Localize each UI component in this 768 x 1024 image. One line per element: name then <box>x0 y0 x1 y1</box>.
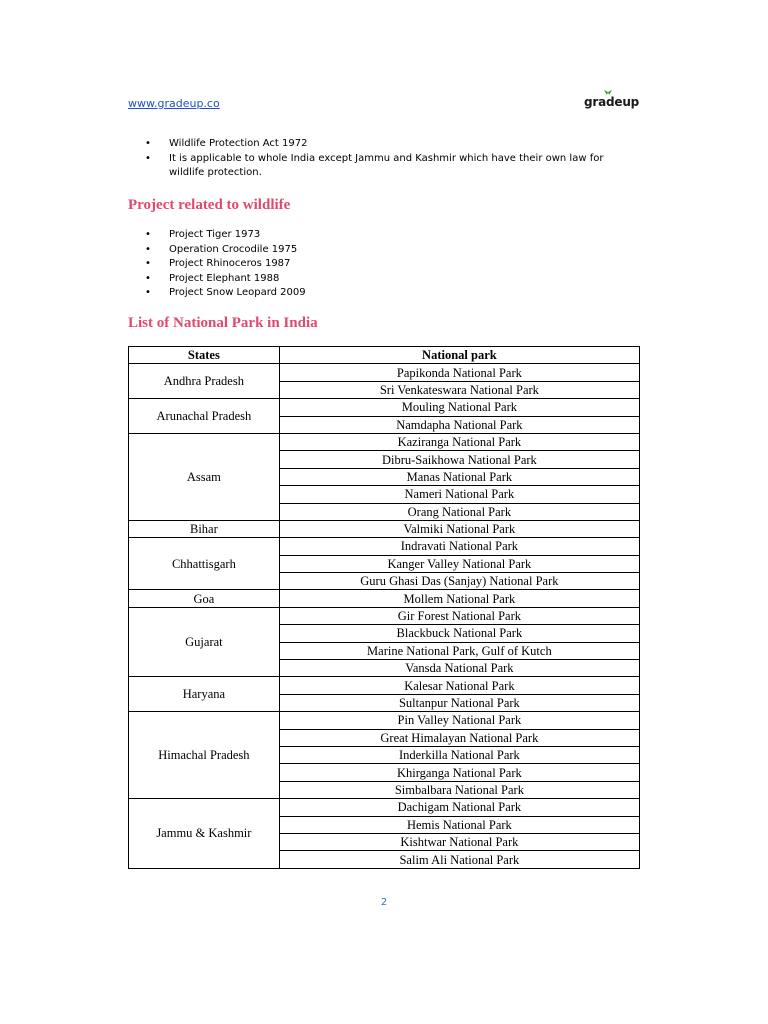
state-cell: Himachal Pradesh <box>129 712 280 799</box>
park-cell: Simbalbara National Park <box>279 781 639 798</box>
column-header-states: States <box>129 347 280 364</box>
page-number: 2 <box>380 897 388 908</box>
park-cell: Nameri National Park <box>279 486 639 503</box>
gradeup-logo <box>584 92 644 112</box>
park-cell: Papikonda National Park <box>279 364 639 381</box>
park-cell: Dibru-Saikhowa National Park <box>279 451 639 468</box>
park-cell: Manas National Park <box>279 468 639 485</box>
park-cell: Inderkilla National Park <box>279 746 639 763</box>
park-cell: Sultanpur National Park <box>279 694 639 711</box>
list-item: • Project Rhinoceros 1987 <box>145 257 445 272</box>
state-cell: Arunachal Pradesh <box>129 399 280 434</box>
list-item: • Operation Crocodile 1975 <box>145 243 445 258</box>
state-cell: Andhra Pradesh <box>129 364 280 399</box>
park-cell: Gir Forest National Park <box>279 607 639 624</box>
park-cell: Kalesar National Park <box>279 677 639 694</box>
list-item: • Project Snow Leopard 2009 <box>145 286 445 301</box>
list-item: • Wildlife Protection Act 1972 <box>145 137 625 152</box>
park-cell: Kishtwar National Park <box>279 833 639 850</box>
park-cell: Khirganga National Park <box>279 764 639 781</box>
park-cell: Orang National Park <box>279 503 639 520</box>
park-cell: Vansda National Park <box>279 660 639 677</box>
table-row <box>129 364 640 381</box>
table-row <box>129 399 640 416</box>
park-cell: Dachigam National Park <box>279 799 639 816</box>
table-body <box>129 364 640 868</box>
state-cell: Jammu & Kashmir <box>129 799 280 869</box>
park-cell: Salim Ali National Park <box>279 851 639 868</box>
park-cell: Sri Venkateswara National Park <box>279 381 639 398</box>
parks-heading: List of National Park in India <box>128 315 318 331</box>
column-header-national-park: National park <box>279 347 639 364</box>
park-cell: Kaziranga National Park <box>279 433 639 450</box>
table-row <box>129 433 640 450</box>
park-cell: Guru Ghasi Das (Sanjay) National Park <box>279 573 639 590</box>
list-item: • It is applicable to whole India except Jammu and Kashmir which have their own law for wildlife protection. <box>145 152 625 181</box>
table-row <box>129 520 640 537</box>
state-cell: Haryana <box>129 677 280 712</box>
state-cell: Bihar <box>129 520 280 537</box>
projects-heading: Project related to wildlife <box>128 197 291 213</box>
list-item: • Project Elephant 1988 <box>145 272 445 287</box>
intro-bullet-list <box>145 137 625 181</box>
state-cell: Gujarat <box>129 607 280 677</box>
park-cell: Marine National Park, Gulf of Kutch <box>279 642 639 659</box>
park-cell: Pin Valley National Park <box>279 712 639 729</box>
state-cell: Chhattisgarh <box>129 538 280 590</box>
park-cell: Great Himalayan National Park <box>279 729 639 746</box>
website-link[interactable]: www.gradeup.co <box>128 97 220 110</box>
park-cell: Namdapha National Park <box>279 416 639 433</box>
park-cell: Indravati National Park <box>279 538 639 555</box>
park-cell: Kanger Valley National Park <box>279 555 639 572</box>
table-row <box>129 607 640 624</box>
park-cell: Hemis National Park <box>279 816 639 833</box>
logo-text: gradeup <box>584 95 640 109</box>
table-row <box>129 538 640 555</box>
park-cell: Mollem National Park <box>279 590 639 607</box>
state-cell: Goa <box>129 590 280 607</box>
park-cell: Valmiki National Park <box>279 520 639 537</box>
park-cell: Mouling National Park <box>279 399 639 416</box>
park-cell: Blackbuck National Park <box>279 625 639 642</box>
table-row <box>129 677 640 694</box>
list-item: • Project Tiger 1973 <box>145 228 445 243</box>
national-parks-table <box>128 346 640 869</box>
table-header-row <box>129 347 640 364</box>
table-row <box>129 590 640 607</box>
state-cell: Assam <box>129 433 280 520</box>
table-row <box>129 712 640 729</box>
projects-list <box>145 228 445 301</box>
table-row <box>129 799 640 816</box>
